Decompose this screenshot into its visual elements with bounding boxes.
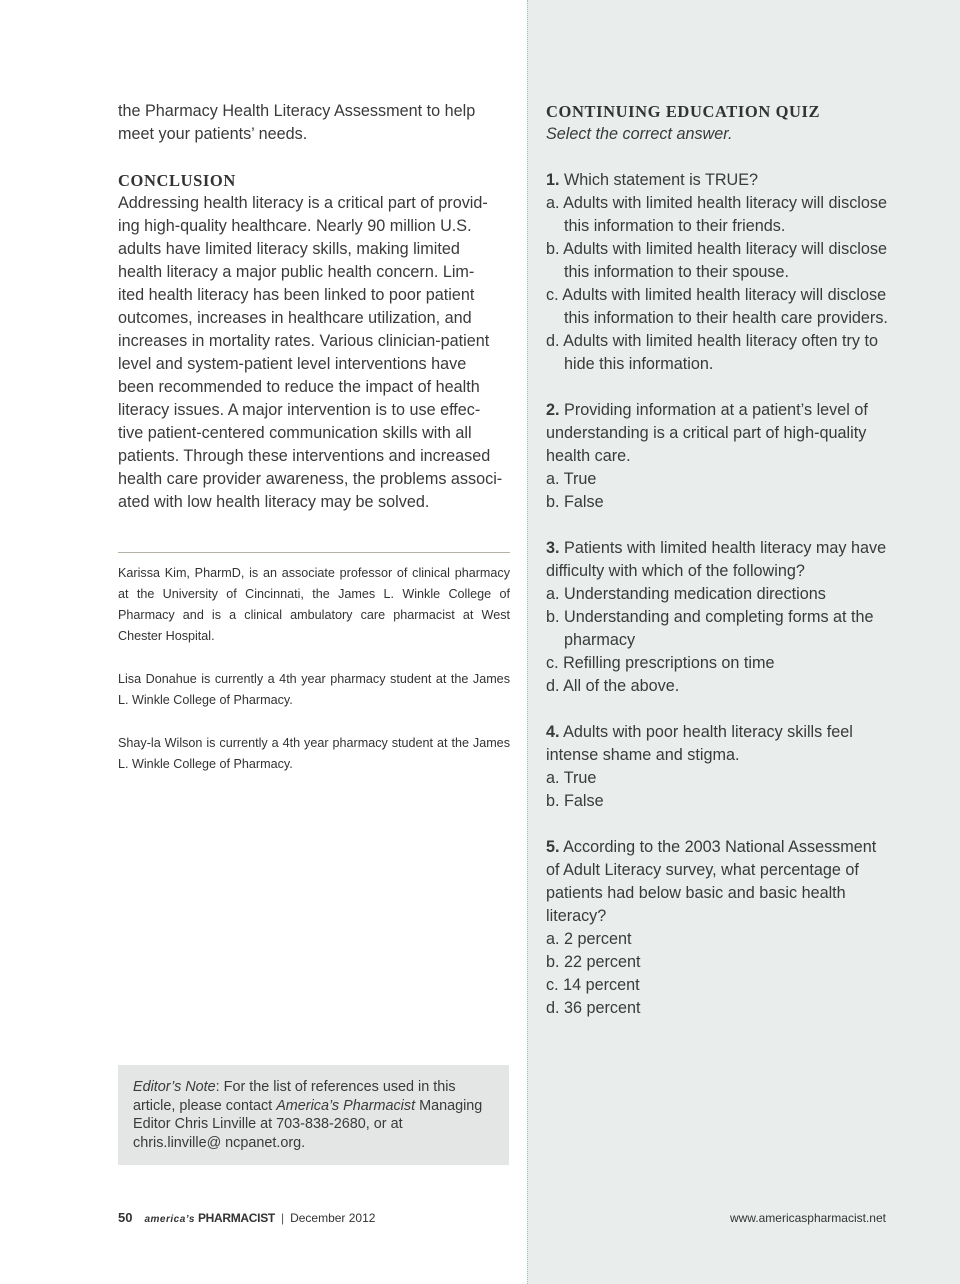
question-text: 3. Patients with limited health literacy may have difficulty with which of the following? — [546, 539, 887, 580]
quiz-question-3 — [546, 537, 891, 698]
answer-option[interactable]: c. 14 percent — [546, 976, 640, 994]
answer-option[interactable]: b. False — [546, 493, 604, 511]
answer-option[interactable]: c. Adults with limited health literacy will disclose this information to their health care providers. — [546, 286, 888, 327]
answer-option[interactable]: a. Understanding medication directions — [546, 585, 826, 603]
answer-option[interactable]: b. Adults with limited health literacy will disclose this information to their spouse. — [546, 240, 887, 281]
question-text: 1. Which statement is TRUE? — [546, 171, 759, 189]
answer-option[interactable]: c. Refilling prescriptions on time — [546, 654, 775, 672]
author-bio-lisa-donahue: Lisa Donahue is currently a 4th year pharmacy student at the James L. Winkle College of Pharmacy. — [118, 672, 510, 707]
author-bio-shay-la-wilson: Shay-la Wilson is currently a 4th year pharmacy student at the James L. Winkle College of Pharmacy. — [118, 736, 510, 771]
article-column — [118, 100, 510, 775]
quiz-heading: CONTINUING EDUCATION QUIZ — [546, 102, 821, 121]
answer-option[interactable]: a. 2 percent — [546, 930, 632, 948]
quiz-question-1 — [546, 169, 891, 376]
question-text: 2. Providing information at a patient’s level of understanding is a critical part of high-quality health care. — [546, 401, 868, 465]
question-text: 4. Adults with poor health literacy skills feel intense shame and stigma. — [546, 723, 853, 764]
question-text: 5. According to the 2003 National Assessment of Adult Literacy survey, what percentage of patients had below basic and basic health literacy? — [546, 838, 877, 925]
answer-option[interactable]: b. Understanding and completing forms at the pharmacy — [546, 608, 874, 649]
publication-name: America’s Pharmacist — [276, 1097, 416, 1114]
page-number: 50 — [118, 1210, 133, 1225]
answer-option[interactable]: d. All of the above. — [546, 677, 680, 695]
issue-date: December 2012 — [290, 1211, 376, 1225]
quiz-column — [546, 100, 891, 1020]
quiz-instruction: Select the correct answer. — [546, 125, 733, 143]
quiz-question-2 — [546, 399, 891, 514]
intro-paragraph: the Pharmacy Health Literacy Assessment to help meet your patients’ needs. — [118, 102, 476, 143]
author-bio-karissa-kim: Karissa Kim, PharmD, is an associate professor of clinical pharmacy at the University of Cincinnati, the James L. Winkle College of Pharmacy and is a clinical ambulatory care pharmacist at West Chester Hospital. — [118, 566, 510, 643]
answer-option[interactable]: b. 22 percent — [546, 953, 641, 971]
answer-option[interactable]: a. True — [546, 769, 597, 787]
answer-option[interactable]: b. False — [546, 792, 604, 810]
editor-note-label: Editor’s Note — [133, 1079, 216, 1095]
editor-note-text: Editor’s Note: For the list of references used in this article, please contact America’s Pharmacist Managing Editor Chris Linville at 703-838-2680, or at chris.linville@ ncpanet.org. — [133, 1079, 483, 1151]
footer-separator: | — [280, 1211, 285, 1225]
conclusion-heading: CONCLUSION — [118, 171, 236, 190]
page-footer — [118, 1210, 375, 1225]
quiz-question-4 — [546, 721, 891, 813]
magazine-logo: america’s PHARMACIST — [144, 1211, 275, 1225]
answer-option[interactable]: d. Adults with limited health literacy often try to hide this information. — [546, 332, 879, 373]
answer-option[interactable]: d. 36 percent — [546, 999, 641, 1017]
editor-note-box — [118, 1065, 509, 1165]
author-bio-rule — [118, 552, 510, 553]
answer-option[interactable]: a. True — [546, 470, 597, 488]
conclusion-paragraph: Addressing health literacy is a critical part of provid- ing high-quality healthcare. Nearly 90 million U.S. adults have limited literacy skills, making limited health literacy a major public health concern. Lim- ited health literacy has been linked to poor patient outcomes, increases in healthcare utilization, and increases in mortality rates. Various clinician-patient level and system-patient level interventions have been recommended to reduce the impact of health literacy issues. A major intervention is to use effec- tive patient-centered communication skills with all patients. Through these interventions and increased health care provider awareness, the problems associ- ated with low health literacy may be solved. — [118, 194, 503, 511]
website-url[interactable]: www.americaspharmacist.net — [729, 1211, 886, 1225]
column-divider — [527, 0, 528, 1284]
answer-option[interactable]: a. Adults with limited health literacy will disclose this information to their friends. — [546, 194, 887, 235]
quiz-question-5 — [546, 836, 891, 1020]
